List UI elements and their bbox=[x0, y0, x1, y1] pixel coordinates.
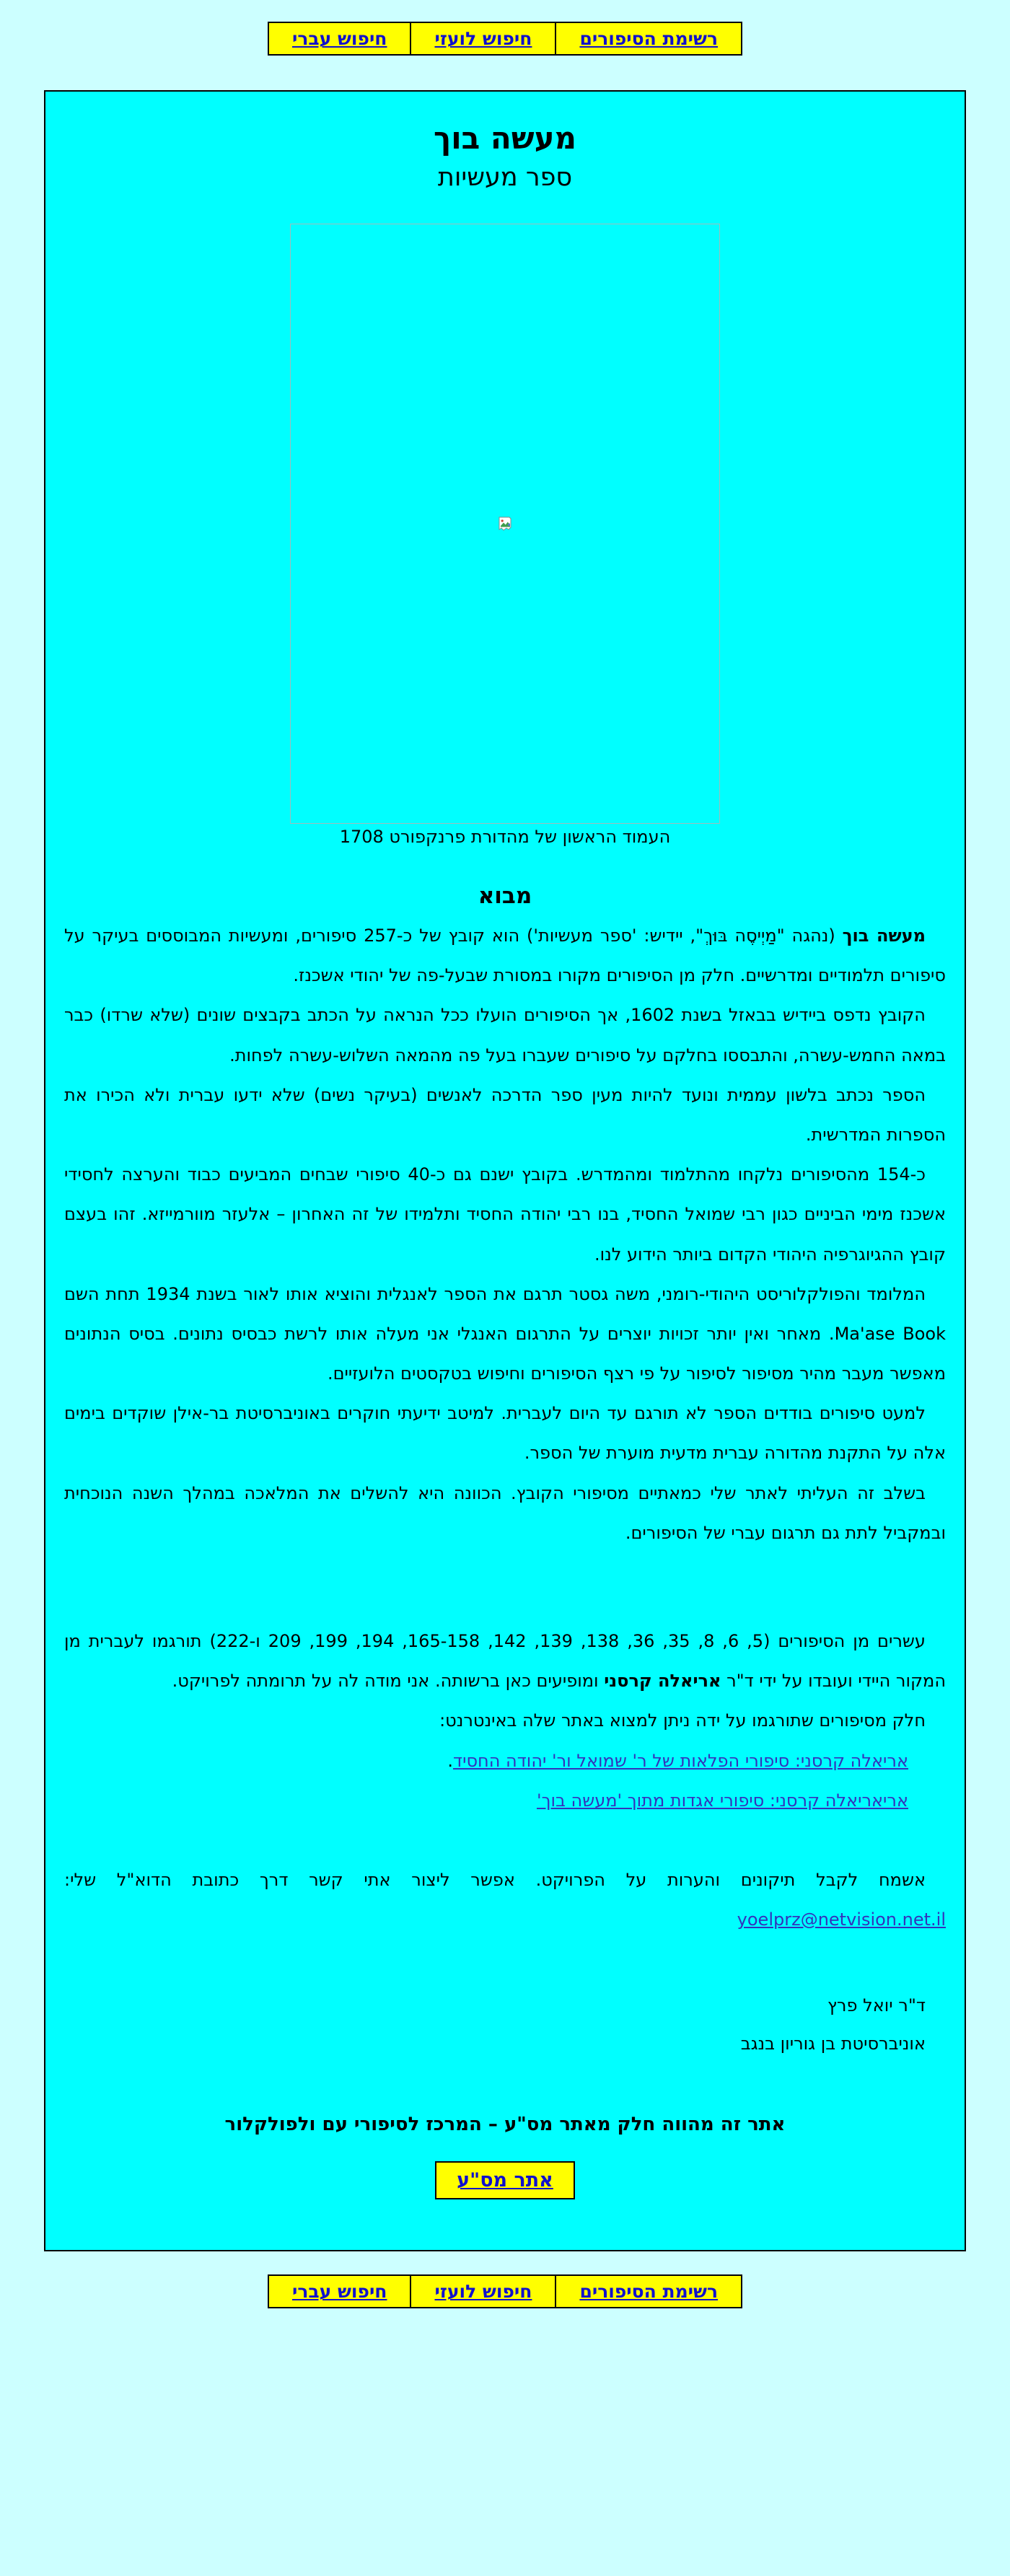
title-page-image-placeholder bbox=[290, 224, 720, 824]
nav-link-foreign-search[interactable]: חיפוש לועזי bbox=[434, 28, 532, 49]
book-name-bold: מעשה בוך bbox=[842, 926, 926, 946]
figure-caption: העמוד הראשון של מהדורת פרנקפורט 1708 bbox=[339, 827, 671, 847]
bottom-nav-link-hebrew-search[interactable]: חיפוש עברי bbox=[291, 2280, 387, 2302]
bottom-nav-cell-story-list bbox=[556, 2275, 742, 2308]
top-nav-cell-foreign-search bbox=[410, 22, 556, 55]
bottom-nav-cell-foreign-search bbox=[410, 2275, 556, 2308]
nav-link-hebrew-search[interactable]: חיפוש עברי bbox=[291, 28, 387, 49]
translated-stories-text-after: ומופיעים כאן ברשותה. אני מודה לה על תרומתה לפרויקט. bbox=[172, 1671, 605, 1692]
signature-affiliation: אוניברסיטת בן גוריון בנגב bbox=[740, 2034, 926, 2054]
story-link-line-2 bbox=[64, 1781, 946, 1821]
masa-site-link[interactable]: אתר מס"ע bbox=[457, 2168, 553, 2192]
story-link-1-period: . bbox=[447, 1750, 453, 1771]
top-nav-row bbox=[268, 22, 742, 55]
content-box bbox=[44, 90, 966, 2251]
email-link[interactable]: yoelprz@netvision.net.il bbox=[737, 1909, 946, 1930]
translator-name-bold: אריאלה קרסני bbox=[604, 1671, 721, 1692]
intro-paragraph-7: בשלב זה העליתי לאתר שלי כמאתיים מסיפורי הקובץ. הכוונה היא להשלים את המלאכה במהלך השנה הנוכחית ובמקביל לתת גם תרגום עברי של הסיפורים. bbox=[64, 1482, 946, 1543]
masa-button-wrap bbox=[64, 2161, 946, 2199]
bottom-nav-row bbox=[268, 2275, 742, 2308]
bottom-nav-link-story-list[interactable]: רשימת הסיפורים bbox=[579, 2280, 719, 2302]
page-subtitle: ספר מעשיות bbox=[437, 163, 573, 192]
translator-site-paragraph: חלק מסיפורים שתורגמו על ידה ניתן למצוא באתר שלה באינטרנט: bbox=[439, 1710, 926, 1731]
bottom-nav-link-foreign-search[interactable]: חיפוש לועזי bbox=[434, 2280, 532, 2302]
contact-paragraph bbox=[64, 1860, 946, 1940]
intro-paragraph-4: כ-154 מהסיפורים נלקחו מהתלמוד ומהמדרש. בקובץ ישנם גם כ-40 סיפורי שבחים המביעים כבוד והערצה לחסידי אשכנז מימי הביניים כגון רבי שמואל החסיד, בנו רבי יהודה החסיד ותלמידו של זה האחרון – אלעזר מוורמייזא. זהו בעצם קובץ ההגיוגרפיה היהודי הקדום ביותר הידוע לנו. bbox=[64, 1164, 946, 1265]
masa-motto: אתר זה מהווה חלק מאתר מס"ע – המרכז לסיפורי עם ולפולקלור bbox=[224, 2113, 786, 2135]
nav-link-story-list[interactable]: רשימת הסיפורים bbox=[579, 28, 719, 49]
contact-text: אשמח לקבל תיקונים והערות על הפרויקט. אפשר ליצור אתי קשר דרך כתובת הדוא"ל שלי: bbox=[64, 1869, 926, 1890]
intro-paragraph-1 bbox=[64, 916, 946, 995]
page-title: מעשה בוך bbox=[434, 120, 576, 156]
intro-paragraph-6: למעט סיפורים בודדים הספר לא תורגם עד היום לעברית. למיטב ידיעתי חוקרים באוניברסיטת בר-אילן שוקדים בימים אלה על התקנת מהדורה עברית מדעית מוערת של הספר. bbox=[64, 1403, 946, 1464]
bottom-nav-cell-hebrew-search bbox=[268, 2275, 411, 2308]
translated-stories-text-before: עשרים מן הסיפורים (5, 6, 8, 35, 36, 138, 139, 142, 165-158, 194, 199, 209 ו-222) תורגמו לעברית מן המקור היידי ועובדו על ידי ד"ר bbox=[64, 1631, 946, 1692]
intro-paragraph-1-text: (נהגה "מַיְיסֶה בּוּךְ", יידיש: 'ספר מעשיות') הוא קובץ של כ-257 סיפורים, ומעשיות המבוססים בעיקר על סיפורים תלמודיים ומדרשיים. חלק מן הסיפורים מקורו במסורת שבעל-פה של יהודי אשכנז. bbox=[64, 926, 946, 986]
broken-image-icon bbox=[498, 516, 512, 531]
top-nav-cell-story-list bbox=[556, 22, 742, 55]
signature-name: ד"ר יואל פרץ bbox=[827, 1995, 926, 2016]
intro-paragraph-5: המלומד והפולקלוריסט היהודי-רומני, משה גסטר תרגם את הספר לאנגלית והוציא אותו לאור בשנת 1934 תחת השם Ma'ase Book. מאחר ואין יותר זכויות יוצרים על התרגום האנגלי אני מעלה אותו לרשת כבסיס נתונים. בסיס הנתונים מאפשר מעבר מהיר מסיפור לסיפור על פי רצף הסיפורים וחיפוש בטקסטים הלועזיים. bbox=[64, 1283, 946, 1384]
translated-stories-paragraph bbox=[64, 1622, 946, 1701]
story-link-line-1 bbox=[64, 1741, 946, 1781]
krasney-legend-tales-link[interactable]: אריאריאלה קרסני: סיפורי אגדות מתוך 'מעשה בוך' bbox=[536, 1790, 908, 1811]
title-page-figure bbox=[64, 224, 946, 847]
top-nav bbox=[268, 22, 742, 56]
krasney-wonder-tales-link[interactable]: אריאלה קרסני: סיפורי הפלאות של ר' שמואל ור' יהודה החסיד bbox=[452, 1750, 908, 1771]
intro-heading: מבוא bbox=[478, 883, 532, 909]
bottom-nav-wrap bbox=[0, 2274, 1010, 2365]
signature-block bbox=[64, 1987, 946, 2063]
top-nav-cell-hebrew-search bbox=[268, 22, 411, 55]
intro-paragraph-3: הספר נכתב בלשון עממית ונועד להיות מעין ספר הדרכה לאנשים (בעיקר נשים) שלא ידעו עברית ולא הכירו את הספרות המדרשית. bbox=[64, 1084, 946, 1145]
masa-button[interactable] bbox=[435, 2161, 575, 2199]
intro-paragraph-2: הקובץ נדפס ביידיש בבאזל בשנת 1602, אך הסיפורים הועלו ככל הנראה על הכתב בקבצים שונים (שלא שרדו) כבר במאה החמש-עשרה, והתבססו בחלקם על סיפורים שעברו בעל פה מהמאה השלוש-עשרה לפחות. bbox=[64, 1005, 946, 1065]
bottom-nav bbox=[268, 2274, 742, 2308]
